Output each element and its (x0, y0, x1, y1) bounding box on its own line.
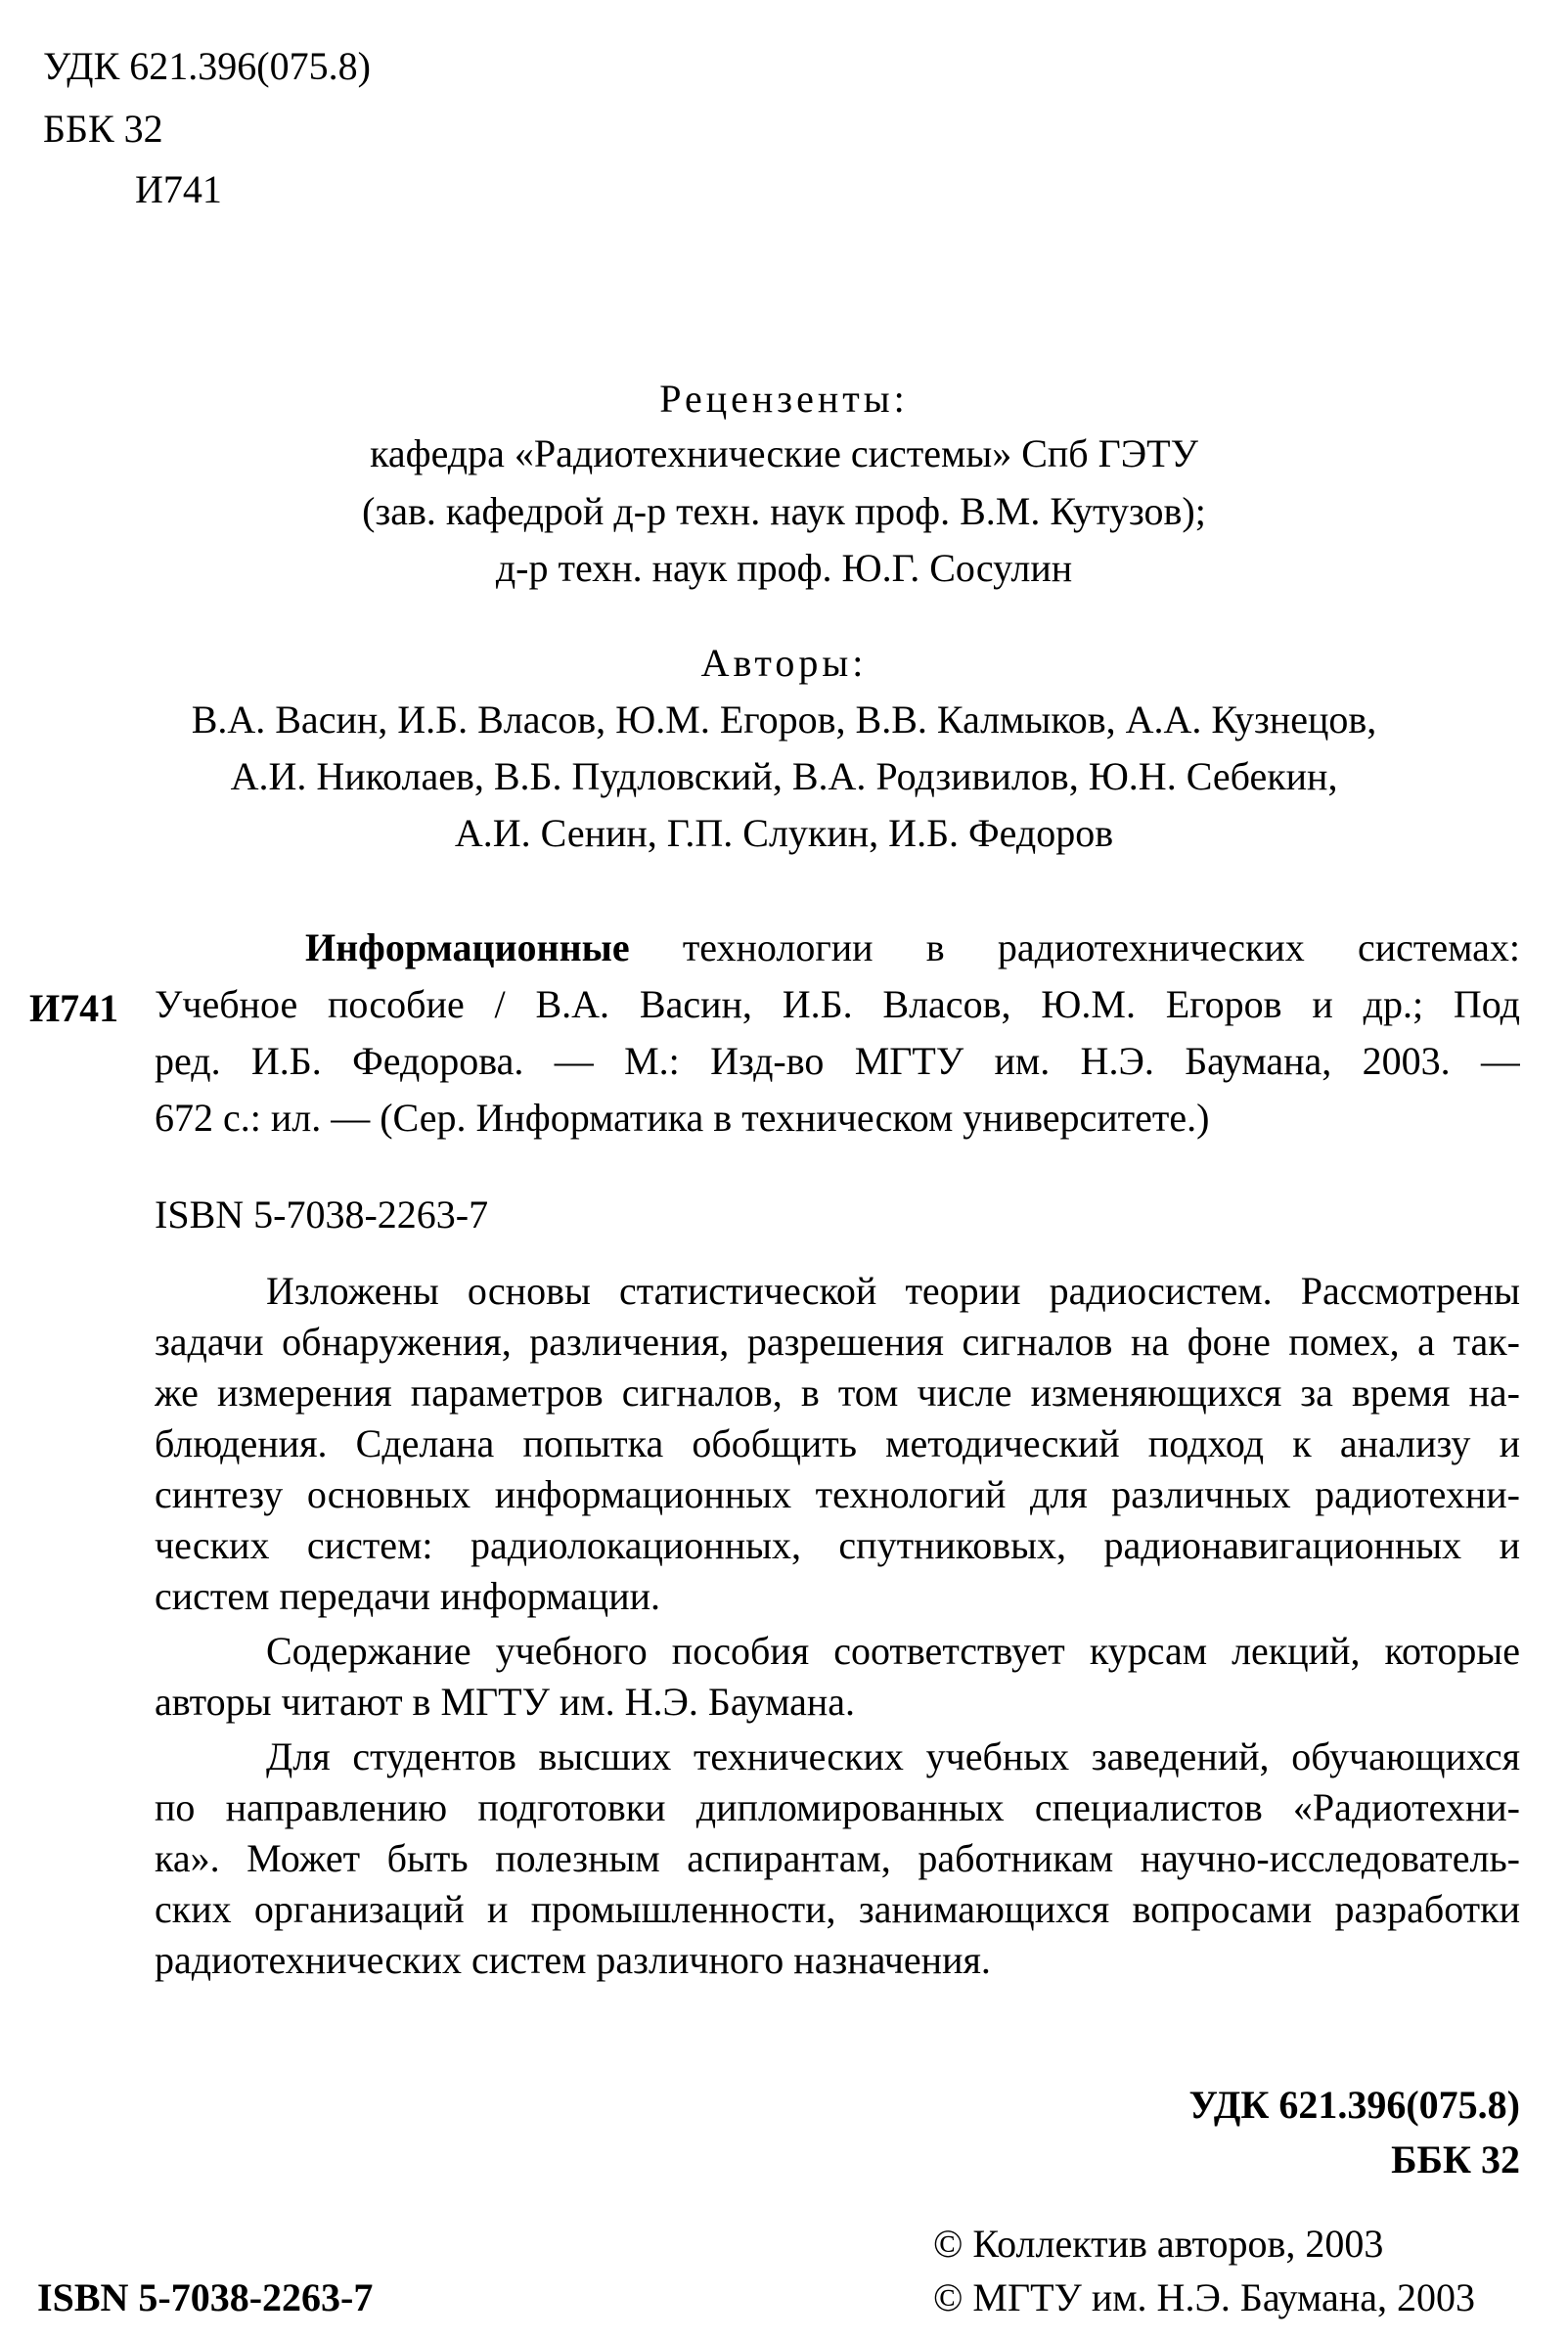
abstract-p1-line-4: блюдения. Сделана попытка обобщить методический подход к анализу и (155, 1421, 1520, 1465)
top-udc-code: УДК 621.396(075.8) (43, 44, 371, 88)
reviewers-heading: Рецензенты: (659, 377, 909, 421)
abstract-p1-line-7: систем передачи информации. (155, 1574, 661, 1618)
bib-line-3: ред. И.Б. Федорова. — М.: Изд-во МГТУ им. Н.Э. Баумана, 2003. — (155, 1039, 1520, 1083)
abstract-p3-line-4: ских организаций и промышленности, занимающихся вопросами разработки (155, 1887, 1520, 1931)
top-author-mark: И741 (135, 167, 222, 211)
top-bbk-code: ББК 32 (43, 107, 163, 151)
abstract-p3-line-2: по направлению подготовки дипломированных специалистов «Радиотехни- (155, 1785, 1520, 1829)
authors-heading: Авторы: (700, 641, 868, 685)
bib-line-4: 672 с.: ил. — (Сер. Информатика в техническом университете.) (155, 1096, 1210, 1140)
copyright-publisher: © МГТУ им. Н.Э. Баумана, 2003 (933, 2275, 1475, 2319)
bib-line-2: Учебное пособие / В.А. Васин, И.Б. Власов, Ю.М. Егоров и др.; Под (155, 982, 1520, 1026)
bottom-bbk-code: ББК 32 (1391, 2137, 1520, 2182)
abstract-p3-line-1: Для студентов высших технических учебных заведений, обучающихся (266, 1734, 1520, 1778)
abstract-p2-line-2: авторы читают в МГТУ им. Н.Э. Баумана. (155, 1680, 856, 1724)
abstract-p3-line-5: радиотехнических систем различного назначения. (155, 1938, 991, 1982)
bib-margin-code: И741 (29, 986, 119, 1030)
abstract-p2-line-1: Содержание учебного пособия соответствует курсам лекций, которые (266, 1629, 1520, 1673)
authors-line-3: А.И. Сенин, Г.П. Слукин, И.Б. Федоров (454, 811, 1114, 855)
abstract-p1-line-3: же измерения параметров сигналов, в том числе изменяющихся за время на- (155, 1371, 1520, 1415)
abstract-p1-line-1: Изложены основы статистической теории радиосистем. Рассмотрены (266, 1269, 1520, 1313)
abstract-p1-line-6: ческих систем: радиолокационных, спутниковых, радионавигационных и (155, 1523, 1520, 1567)
authors-line-1: В.А. Васин, И.Б. Власов, Ю.М. Егоров, В.В. Калмыков, А.А. Кузнецов, (191, 697, 1377, 742)
abstract-p1-line-2: задачи обнаружения, различения, разрешения сигналов на фоне помех, а так- (155, 1320, 1520, 1364)
abstract-p3-line-3: ка». Может быть полезным аспирантам, работникам научно-исследователь- (155, 1836, 1520, 1880)
abstract-p1-line-5: синтезу основных информационных технологий для различных радиотехни- (155, 1472, 1520, 1516)
bottom-udc-code: УДК 621.396(075.8) (1188, 2083, 1520, 2127)
reviewers-line-2: (зав. кафедрой д-р техн. наук проф. В.М. Кутузов); (362, 489, 1206, 533)
bib-title-bold: Информационные (305, 925, 630, 969)
bib-title-rest: технологии в радиотехнических системах: (682, 925, 1520, 969)
reviewers-line-3: д-р техн. наук проф. Ю.Г. Сосулин (495, 546, 1073, 590)
copyright-authors: © Коллектив авторов, 2003 (933, 2222, 1384, 2266)
bib-line-1 (305, 924, 1520, 971)
bib-isbn: ISBN 5-7038-2263-7 (155, 1192, 489, 1237)
reviewers-line-1: кафедра «Радиотехнические системы» Спб ГЭТУ (370, 431, 1198, 475)
authors-line-2: А.И. Николаев, В.Б. Пудловский, В.А. Родзивилов, Ю.Н. Себекин, (230, 754, 1338, 798)
bottom-isbn: ISBN 5-7038-2263-7 (37, 2275, 374, 2319)
